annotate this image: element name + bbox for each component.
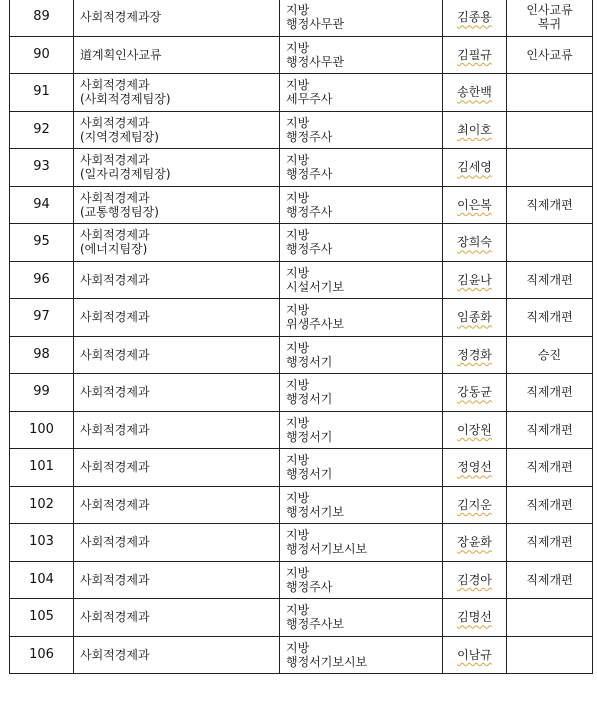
- row-number-cell: 99: [10, 374, 74, 412]
- department-text: (사회적경제팀장): [80, 92, 171, 107]
- rank-cell: [280, 186, 443, 224]
- rank-text: 지방: [286, 453, 310, 468]
- rank-text: 지방: [286, 528, 310, 543]
- rank-cell: [280, 261, 443, 299]
- rank-text: 행정주사: [286, 242, 333, 257]
- row-number-cell: 94: [10, 186, 74, 224]
- department-text: 사회적경제과: [80, 272, 150, 287]
- department-cell: [74, 636, 280, 674]
- department-cell: [74, 36, 280, 74]
- rank-cell: [280, 599, 443, 637]
- note-text: 직제개편: [526, 197, 573, 212]
- table-row: [10, 36, 593, 74]
- name-cell: 김경아: [443, 561, 507, 599]
- note-cell: [507, 0, 593, 36]
- department-text: 사회적경제과: [80, 347, 150, 362]
- department-cell: [74, 561, 280, 599]
- rank-cell: [280, 74, 443, 112]
- row-number-cell: 93: [10, 149, 74, 187]
- rank-text: 지방: [286, 490, 310, 505]
- note-text: 복귀: [537, 17, 562, 32]
- department-text: 사회적경제과: [80, 115, 150, 130]
- name-cell: 김종용: [443, 0, 507, 36]
- department-text: 사회적경제과: [80, 310, 150, 325]
- personnel-table: [9, 0, 593, 674]
- table-row: [10, 74, 593, 112]
- row-number-cell: 95: [10, 224, 74, 262]
- note-cell: [507, 411, 593, 449]
- row-number-cell: 104: [10, 561, 74, 599]
- rank-text: 행정주사: [286, 129, 333, 144]
- rank-text: 행정서기보: [286, 504, 344, 519]
- department-text: 사회적경제과: [80, 647, 150, 662]
- rank-text: 세무주사: [286, 92, 333, 107]
- rank-text: 지방: [286, 78, 310, 93]
- name-cell: 김세영: [443, 149, 507, 187]
- table-row: [10, 599, 593, 637]
- department-cell: [74, 299, 280, 337]
- note-text: 직제개편: [526, 572, 573, 587]
- department-text: (에너지팀장): [80, 242, 148, 257]
- table-row: [10, 336, 593, 374]
- rank-text: 지방: [286, 303, 310, 318]
- table-row: [10, 111, 593, 149]
- note-cell: [507, 561, 593, 599]
- row-number-cell: 92: [10, 111, 74, 149]
- department-text: 사회적경제과: [80, 190, 150, 205]
- note-text: 직제개편: [526, 310, 573, 325]
- note-text: 직제개편: [526, 535, 573, 550]
- row-number-cell: 102: [10, 486, 74, 524]
- department-text: 사회적경제과: [80, 422, 150, 437]
- note-cell: [507, 599, 593, 637]
- department-cell: [74, 186, 280, 224]
- note-cell: [507, 261, 593, 299]
- department-text: 사회적경제과: [80, 460, 150, 475]
- rank-text: 지방: [286, 340, 310, 355]
- name-cell: 임종화: [443, 299, 507, 337]
- table-row: [10, 149, 593, 187]
- note-cell: [507, 74, 593, 112]
- rank-cell: [280, 524, 443, 562]
- rank-cell: [280, 111, 443, 149]
- table-row: [10, 224, 593, 262]
- rank-cell: [280, 486, 443, 524]
- rank-text: 행정서기: [286, 392, 333, 407]
- rank-text: 행정서기: [286, 354, 333, 369]
- department-cell: [74, 599, 280, 637]
- name-cell: 김윤나: [443, 261, 507, 299]
- note-cell: [507, 449, 593, 487]
- rank-cell: [280, 0, 443, 36]
- rank-cell: [280, 449, 443, 487]
- rank-text: 지방: [286, 40, 310, 55]
- table-row: [10, 561, 593, 599]
- rank-text: 지방: [286, 378, 310, 393]
- note-cell: [507, 149, 593, 187]
- rank-cell: [280, 149, 443, 187]
- rank-cell: [280, 36, 443, 74]
- department-text: 사회적경제과: [80, 228, 150, 243]
- department-cell: [74, 374, 280, 412]
- table-row: [10, 636, 593, 674]
- department-cell: [74, 261, 280, 299]
- department-text: (지역경제팀장): [80, 129, 159, 144]
- department-cell: [74, 74, 280, 112]
- department-cell: [74, 486, 280, 524]
- rank-text: 시설서기보: [286, 279, 344, 294]
- note-cell: [507, 224, 593, 262]
- rank-cell: [280, 561, 443, 599]
- department-text: (일자리경제팀장): [80, 167, 171, 182]
- note-cell: [507, 524, 593, 562]
- note-cell: [507, 111, 593, 149]
- department-cell: [74, 111, 280, 149]
- note-cell: [507, 336, 593, 374]
- department-text: 사회적경제과: [80, 535, 150, 550]
- name-cell: 송한백: [443, 74, 507, 112]
- note-cell: [507, 186, 593, 224]
- table-row: [10, 411, 593, 449]
- rank-text: 지방: [286, 640, 310, 655]
- row-number-cell: 105: [10, 599, 74, 637]
- table-row: [10, 261, 593, 299]
- department-cell: [74, 149, 280, 187]
- rank-text: 행정주사: [286, 579, 333, 594]
- name-cell: 김지운: [443, 486, 507, 524]
- rank-text: 행정서기보시보: [286, 654, 368, 669]
- name-cell: 이장원: [443, 411, 507, 449]
- note-cell: [507, 374, 593, 412]
- name-cell: 정경화: [443, 336, 507, 374]
- row-number-cell: 97: [10, 299, 74, 337]
- note-cell: [507, 36, 593, 74]
- table-row: [10, 186, 593, 224]
- department-cell: [74, 224, 280, 262]
- rank-text: 지방: [286, 265, 310, 280]
- rank-text: 행정주사보: [286, 617, 344, 632]
- rank-text: 행정주사: [286, 204, 333, 219]
- rank-text: 지방: [286, 228, 310, 243]
- rank-text: 행정사무관: [286, 54, 344, 69]
- name-cell: 정영선: [443, 449, 507, 487]
- department-cell: [74, 449, 280, 487]
- row-number-cell: 96: [10, 261, 74, 299]
- name-cell: 최이호: [443, 111, 507, 149]
- rank-text: 지방: [286, 153, 310, 168]
- table-body: [10, 0, 593, 674]
- rank-cell: [280, 336, 443, 374]
- row-number-cell: 100: [10, 411, 74, 449]
- table-row: [10, 374, 593, 412]
- name-cell: 이은복: [443, 186, 507, 224]
- name-cell: 이남규: [443, 636, 507, 674]
- department-cell: [74, 336, 280, 374]
- department-text: 사회적경제과장: [80, 10, 162, 25]
- department-cell: [74, 524, 280, 562]
- name-cell: 김필규: [443, 36, 507, 74]
- row-number-cell: 106: [10, 636, 74, 674]
- row-number-cell: 91: [10, 74, 74, 112]
- rank-text: 지방: [286, 603, 310, 618]
- rank-text: 지방: [286, 3, 310, 18]
- department-text: 사회적경제과: [80, 78, 150, 93]
- rank-cell: [280, 374, 443, 412]
- rank-text: 행정서기보시보: [286, 542, 368, 557]
- table-row: [10, 449, 593, 487]
- name-cell: 강동균: [443, 374, 507, 412]
- department-text: 사회적경제과: [80, 385, 150, 400]
- note-text: 승진: [537, 347, 562, 362]
- note-cell: [507, 486, 593, 524]
- row-number-cell: 89: [10, 0, 74, 36]
- rank-text: 지방: [286, 415, 310, 430]
- department-cell: [74, 0, 280, 36]
- row-number-cell: 90: [10, 36, 74, 74]
- department-text: 사회적경제과: [80, 572, 150, 587]
- rank-cell: [280, 636, 443, 674]
- rank-text: 행정주사: [286, 167, 333, 182]
- table-row: [10, 0, 593, 36]
- table-row: [10, 486, 593, 524]
- rank-text: 행정서기: [286, 467, 333, 482]
- department-cell: [74, 411, 280, 449]
- row-number-cell: 103: [10, 524, 74, 562]
- note-text: 인사교류: [526, 3, 573, 18]
- name-cell: 장윤화: [443, 524, 507, 562]
- rank-text: 행정서기: [286, 429, 333, 444]
- note-text: 직제개편: [526, 497, 573, 512]
- name-cell: 장희숙: [443, 224, 507, 262]
- rank-cell: [280, 411, 443, 449]
- rank-text: 위생주사보: [286, 317, 344, 332]
- department-text: (교통행정팀장): [80, 204, 159, 219]
- note-text: 직제개편: [526, 422, 573, 437]
- row-number-cell: 98: [10, 336, 74, 374]
- note-text: 직제개편: [526, 272, 573, 287]
- table-row: [10, 299, 593, 337]
- rank-cell: [280, 299, 443, 337]
- note-cell: [507, 636, 593, 674]
- rank-text: 지방: [286, 190, 310, 205]
- rank-text: 행정사무관: [286, 17, 344, 32]
- note-text: 직제개편: [526, 385, 573, 400]
- rank-cell: [280, 224, 443, 262]
- note-text: 직제개편: [526, 460, 573, 475]
- department-text: 사회적경제과: [80, 153, 150, 168]
- department-text: 사회적경제과: [80, 497, 150, 512]
- note-text: 인사교류: [526, 47, 573, 62]
- rank-text: 지방: [286, 565, 310, 580]
- row-number-cell: 101: [10, 449, 74, 487]
- department-text: 道계획인사교류: [80, 47, 162, 62]
- rank-text: 지방: [286, 115, 310, 130]
- department-text: 사회적경제과: [80, 610, 150, 625]
- name-cell: 김명선: [443, 599, 507, 637]
- table-row: [10, 524, 593, 562]
- note-cell: [507, 299, 593, 337]
